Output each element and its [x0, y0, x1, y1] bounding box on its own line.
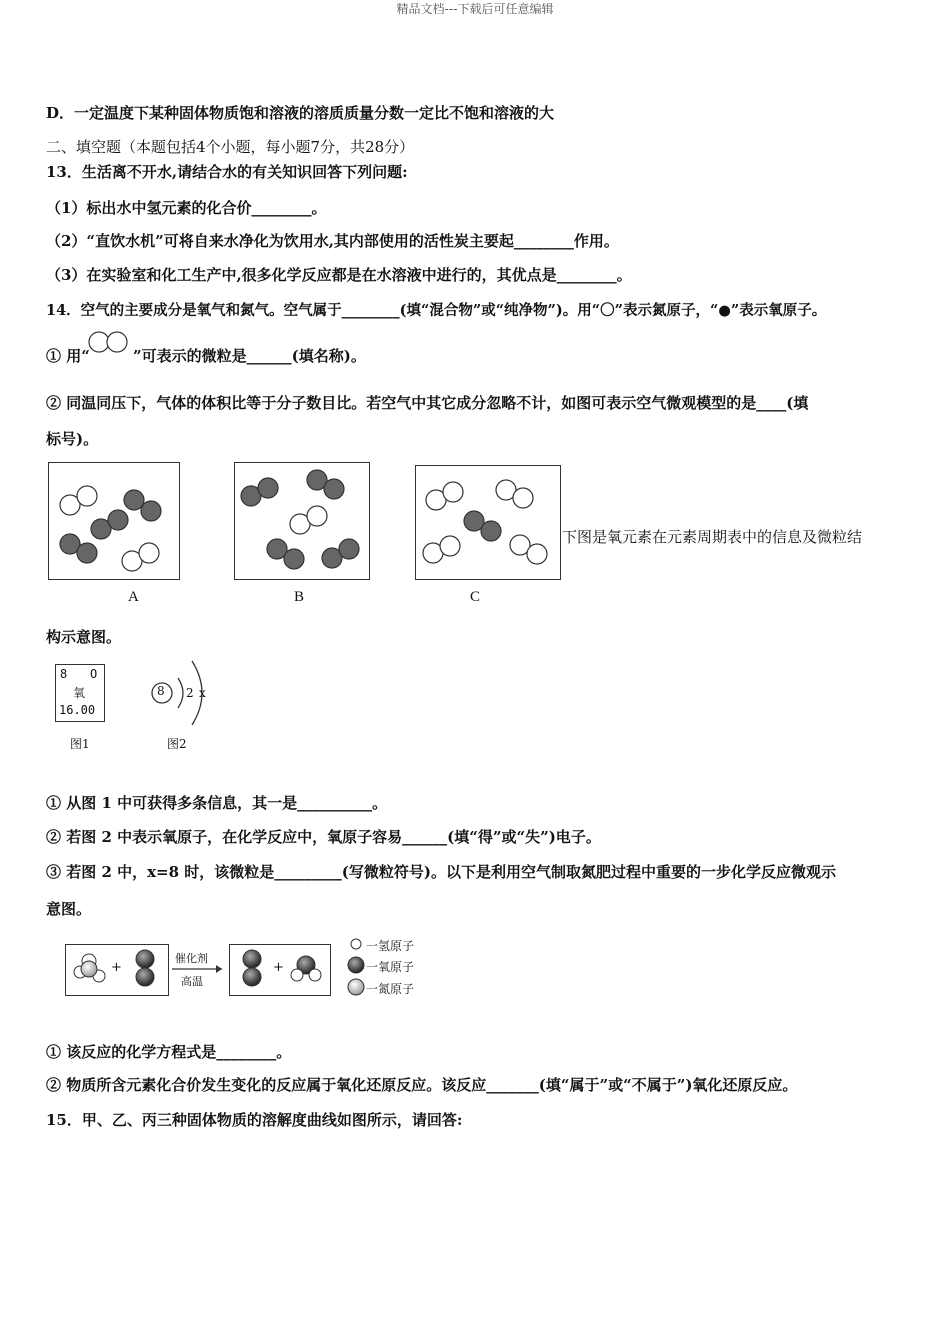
legend-oxygen: 一氧原子	[366, 960, 415, 974]
fig-q3-b: 意图。	[46, 900, 92, 918]
q15-stem: 15．甲、乙、丙三种固体物质的溶解度曲线如图所示，请回答:	[46, 1111, 463, 1129]
fig2-label: 图2	[167, 737, 187, 751]
option-d: D．一定温度下某种固体物质饱和溶液的溶质质量分数一定比不饱和溶液的大	[46, 104, 555, 122]
section-title: 二、填空题（本题包括4个小题，每小题7分，共28分）	[46, 138, 415, 156]
periodic-intro-b: 构示意图。	[46, 628, 122, 646]
page-header: 精品文档---下载后可任意编辑	[396, 2, 554, 16]
q13-part2: （2）“直饮水机”可将自来水净化为饮用水,其内部使用的活性炭主要起________作用。	[46, 232, 619, 250]
reaction-q2: ② 物质所含元素化合价发生变化的反应属于氧化还原反应。该反应_______(填“属于”或“不属于”)氧化还原反应。	[46, 1076, 798, 1094]
shell1-electrons: 2	[186, 686, 194, 700]
q14-part1-b: ”可表示的微粒是______(填名称)。	[133, 347, 366, 365]
reactant-plus: +	[111, 960, 122, 975]
fig-q2: ② 若图 2 中表示氧原子，在化学反应中，氧原子容易______(填“得”或“失”)电子。	[46, 828, 601, 846]
element-symbol: O	[90, 667, 98, 681]
shell2-electrons: x	[199, 686, 206, 700]
q14-part1-a: ① 用“	[46, 347, 90, 365]
fig-q3-a: ③ 若图 2 中，x=8 时，该微粒是_________(写微粒符号)。以下是利用空气制取氮肥过程中重要的一步化学反应微观示	[46, 863, 836, 881]
condition-label: 高温	[181, 975, 203, 988]
q13-part1: （1）标出水中氢元素的化合价________。	[46, 199, 327, 217]
q13-stem: 13．生活离不开水,请结合水的有关知识回答下列问题:	[46, 163, 408, 181]
reaction-q1: ① 该反应的化学方程式是________。	[46, 1043, 292, 1061]
fig-q1: ① 从图 1 中可获得多条信息，其一是__________。	[46, 794, 388, 812]
nucleus-charge: 8	[157, 684, 165, 698]
q14-part2-a: ② 同温同压下，气体的体积比等于分子数目比。若空气中其它成分忽略不计，如图可表示空气微观模型的是____(填	[46, 394, 809, 412]
atomic-number: 8	[60, 667, 68, 681]
product-plus: +	[273, 960, 284, 975]
legend-hydrogen: 一氢原子	[366, 939, 415, 953]
atomic-mass: 16.00	[59, 703, 96, 717]
q14-stem: 14．空气的主要成分是氧气和氮气。空气属于________(填“混合物”或“纯净物”)。用“〇”表示氮原子，“●”表示氧原子。	[46, 302, 827, 319]
model-label-a: A	[128, 589, 139, 605]
model-label-b: B	[294, 589, 305, 605]
model-label-c: C	[470, 589, 481, 605]
legend-nitrogen: 一氮原子	[366, 982, 415, 996]
catalyst-label: 催化剂	[175, 952, 208, 965]
fig1-label: 图1	[70, 737, 90, 751]
periodic-intro-a: 下图是氧元素在元素周期表中的信息及微粒结	[562, 528, 863, 546]
element-name: 氧	[73, 686, 86, 700]
q13-part3: （3）在实验室和化工生产中,很多化学反应都是在水溶液中进行的，其优点是________。	[46, 266, 632, 284]
q14-part2-b: 标号)。	[46, 430, 99, 448]
